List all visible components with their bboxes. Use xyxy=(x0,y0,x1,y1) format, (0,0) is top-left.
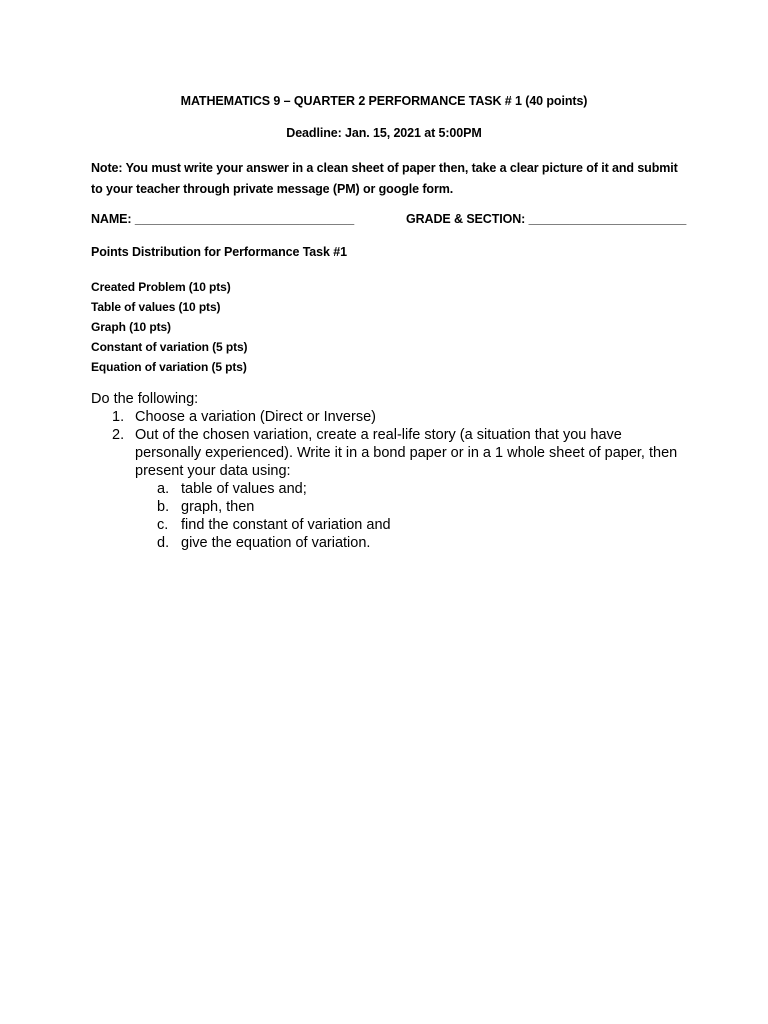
instruction-step xyxy=(91,408,691,426)
instruction-substep xyxy=(135,480,691,498)
substep-text: table of values and; xyxy=(181,481,307,497)
points-item: Created Problem (10 pts) xyxy=(91,280,231,294)
instruction-substeps xyxy=(135,480,691,552)
points-item: Constant of variation (5 pts) xyxy=(91,340,248,354)
instruction-steps xyxy=(91,408,691,552)
instruction-step xyxy=(91,426,691,552)
name-field: NAME: ________________________________ xyxy=(91,212,355,226)
substep-text: find the constant of variation and xyxy=(181,517,391,533)
grade-section-field: GRADE & SECTION: _______________________ xyxy=(406,212,687,226)
instructions-intro: Do the following: xyxy=(91,391,199,407)
substep-letter: a. xyxy=(157,481,170,497)
instruction-substep xyxy=(135,498,691,516)
substep-letter: c. xyxy=(157,517,169,533)
points-list xyxy=(91,277,247,377)
instructions xyxy=(91,390,691,552)
deadline-text: Deadline: Jan. 15, 2021 at 5:00PM xyxy=(286,126,482,140)
substep-letter: d. xyxy=(157,535,170,551)
submission-note: Note: You must write your answer in a clean sheet of paper then, take a clear picture of it and submit to your teacher through private message (PM) or google form. xyxy=(91,161,678,196)
instruction-substep xyxy=(135,516,691,534)
step-text: Choose a variation (Direct or Inverse) xyxy=(135,409,376,425)
points-item: Graph (10 pts) xyxy=(91,320,171,334)
document-title: MATHEMATICS 9 – QUARTER 2 PERFORMANCE TASK # 1 (40 points) xyxy=(180,94,588,108)
points-heading: Points Distribution for Performance Task #1 xyxy=(91,245,347,259)
step-number: 1. xyxy=(112,409,125,425)
substep-text: graph, then xyxy=(181,499,255,515)
points-item: Equation of variation (5 pts) xyxy=(91,360,247,374)
instruction-substep xyxy=(135,534,691,552)
substep-letter: b. xyxy=(157,499,170,515)
step-text: Out of the chosen variation, create a real-life story (a situation that you have personally experienced). Write it in a bond paper or in a 1 whole sheet of paper, then present your data using: xyxy=(135,427,678,479)
step-number: 2. xyxy=(112,427,125,443)
substep-text: give the equation of variation. xyxy=(181,535,371,551)
name-grade-row xyxy=(91,212,691,230)
points-item: Table of values (10 pts) xyxy=(91,300,221,314)
